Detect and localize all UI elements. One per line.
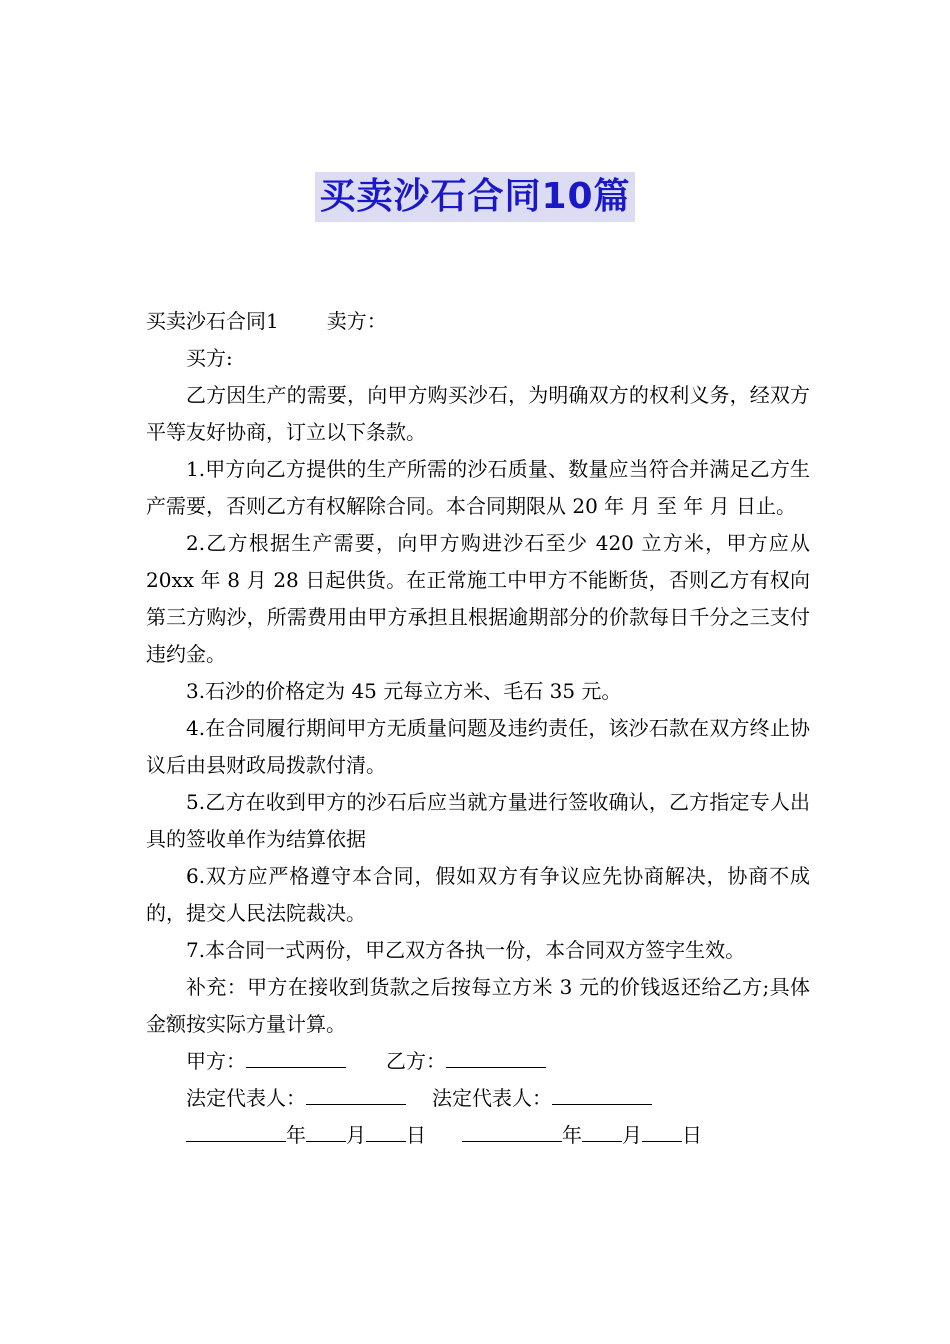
party-b-label: 乙方：: [386, 1049, 446, 1073]
party-b-signature-line: [446, 1047, 546, 1068]
contract-heading-row: [146, 303, 810, 340]
clause-6: 6.双方应严格遵守本合同，假如双方有争议应先协商解决，协商不成的，提交人民法院裁决。: [146, 864, 810, 925]
signature-row-parties: [146, 1043, 810, 1080]
date-b-month-label: 月: [622, 1123, 642, 1147]
date-a-month-line: [306, 1121, 346, 1142]
clause-7: 7.本合同一式两份，甲乙双方各执一份，本合同双方签字生效。: [186, 938, 746, 962]
date-b-day-label: 日: [682, 1123, 702, 1147]
seller-label: 卖方：: [326, 309, 387, 333]
legal-rep-a-signature-line: [306, 1084, 406, 1105]
signature-row-dates: [146, 1117, 810, 1154]
paragraph-intro: 乙方因生产的需要，向甲方购买沙石，为明确双方的权利义务，经双方平等友好协商，订立以下条款。: [146, 383, 810, 444]
clause-5: 5.乙方在收到甲方的沙石后应当就方量进行签收确认，乙方指定专人出具的签收单作为结算依据: [146, 790, 810, 851]
date-a-year-label: 年: [286, 1123, 306, 1147]
date-b-day-line: [642, 1121, 682, 1142]
signature-row-legal-reps: [146, 1080, 810, 1117]
date-a-day-label: 日: [406, 1123, 426, 1147]
party-a-label: 甲方：: [186, 1049, 246, 1073]
buyer-label: 买方:: [186, 346, 233, 370]
legal-rep-b-label: 法定代表人：: [432, 1086, 552, 1110]
document-title: 买卖沙石合同10篇: [315, 172, 634, 222]
legal-rep-b-signature-line: [552, 1084, 652, 1105]
clause-1: 1.甲方向乙方提供的生产所需的沙石质量、数量应当符合并满足乙方生产需要，否则乙方有权解除合同。本合同期限从 20 年 月 至 年 月 日止。: [146, 457, 810, 518]
clause-4: 4.在合同履行期间甲方无质量问题及违约责任，该沙石款在双方终止协议后由县财政局拨款付清。: [146, 716, 810, 777]
contract-body: [146, 303, 810, 1154]
supplement-clause: 补充：甲方在接收到货款之后按每立方米 3 元的价钱返还给乙方;具体金额按实际方量计算。: [146, 975, 810, 1036]
clause-2: 2.乙方根据生产需要，向甲方购进沙石至少 420 立方米，甲方应从 20xx 年 8 月 28 日起供货。在正常施工中甲方不能断货，否则乙方有权向第三方购沙，所需费用由甲方承担且根据逾期部分的价款每日千分之三支付违约金。: [146, 531, 810, 666]
date-b-year-line: [462, 1121, 562, 1142]
legal-rep-a-label: 法定代表人：: [186, 1086, 306, 1110]
contract-heading: 买卖沙石合同1: [146, 309, 279, 333]
clause-3: 3.石沙的价格定为 45 元每立方米、毛石 35 元。: [186, 679, 622, 703]
date-a-day-line: [366, 1121, 406, 1142]
date-a-year-line: [186, 1121, 286, 1142]
date-b-month-line: [582, 1121, 622, 1142]
document-title-wrap: [0, 172, 950, 222]
party-a-signature-line: [246, 1047, 346, 1068]
date-b-year-label: 年: [562, 1123, 582, 1147]
date-a-month-label: 月: [346, 1123, 366, 1147]
